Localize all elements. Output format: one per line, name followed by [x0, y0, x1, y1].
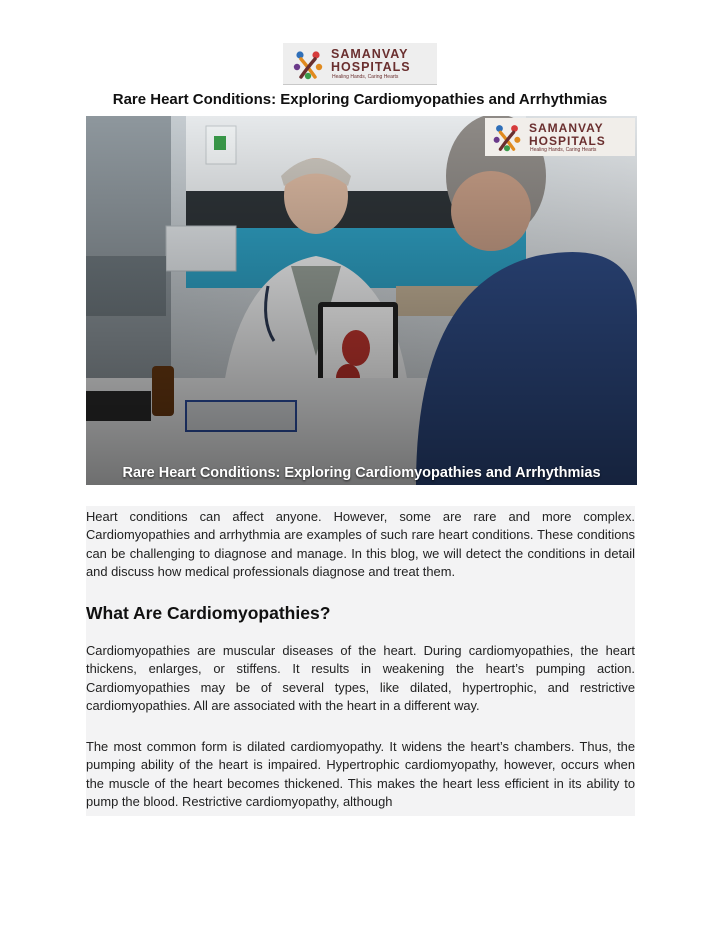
- logo-figure-icon: [491, 121, 523, 153]
- logo-tagline: Healing Hands, Caring Hearts: [332, 74, 399, 80]
- document-title: Rare Heart Conditions: Exploring Cardiomyopathies and Arrhythmias: [112, 91, 608, 108]
- logo-figure-icon: [291, 47, 325, 81]
- hero-logo-name: SAMANVAY: [529, 121, 604, 135]
- hero-caption: Rare Heart Conditions: Exploring Cardiomyopathies and Arrhythmias: [122, 465, 601, 481]
- logo-name: SAMANVAY: [331, 47, 409, 61]
- hero-logo-name-line2: HOSPITALS: [529, 134, 606, 148]
- hero-logo: [485, 118, 635, 156]
- hero-photo-illustration: [86, 116, 637, 485]
- article-body: [86, 506, 635, 816]
- logo-name-line2: HOSPITALS: [331, 60, 411, 74]
- cardiomyopathies-paragraph: Cardiomyopathies are muscular diseases of the heart. During cardiomyopathies, the heart thickens, enlarges, or stiffens. It results in weakening the heart’s pumping action. Cardiomyopathies may be of several types, like dilated, hypertrophic, and restrictive cardiomyopathies. All are associated with the heart in a different way.: [86, 643, 635, 713]
- dilated-cardiomyopathy-paragraph: The most common form is dilated cardiomyopathy. It widens the heart’s chambers. Thus, the pumping ability of the heart is impaired. Hypertrophic cardiomyopathy, however, occurs when the muscle of the heart becomes thickened. This makes the heart less efficient in its ability to pump the blood. Restrictive cardiomyopathy, although: [86, 739, 635, 809]
- section-heading: What Are Cardiomyopathies?: [86, 603, 331, 623]
- hero-image: [86, 116, 637, 485]
- hospital-logo: [283, 43, 437, 85]
- hero-logo-tagline: Healing Hands, Caring Hearts: [530, 147, 597, 153]
- intro-paragraph: Heart conditions can affect anyone. However, some are rare and more complex. Cardiomyopathies and arrhythmia are examples of such rare heart conditions. These conditions can be challenging to diagnose and manage. In this blog, we will detect the conditions in detail and discuss how medical professionals diagnose and treat them.: [86, 509, 635, 579]
